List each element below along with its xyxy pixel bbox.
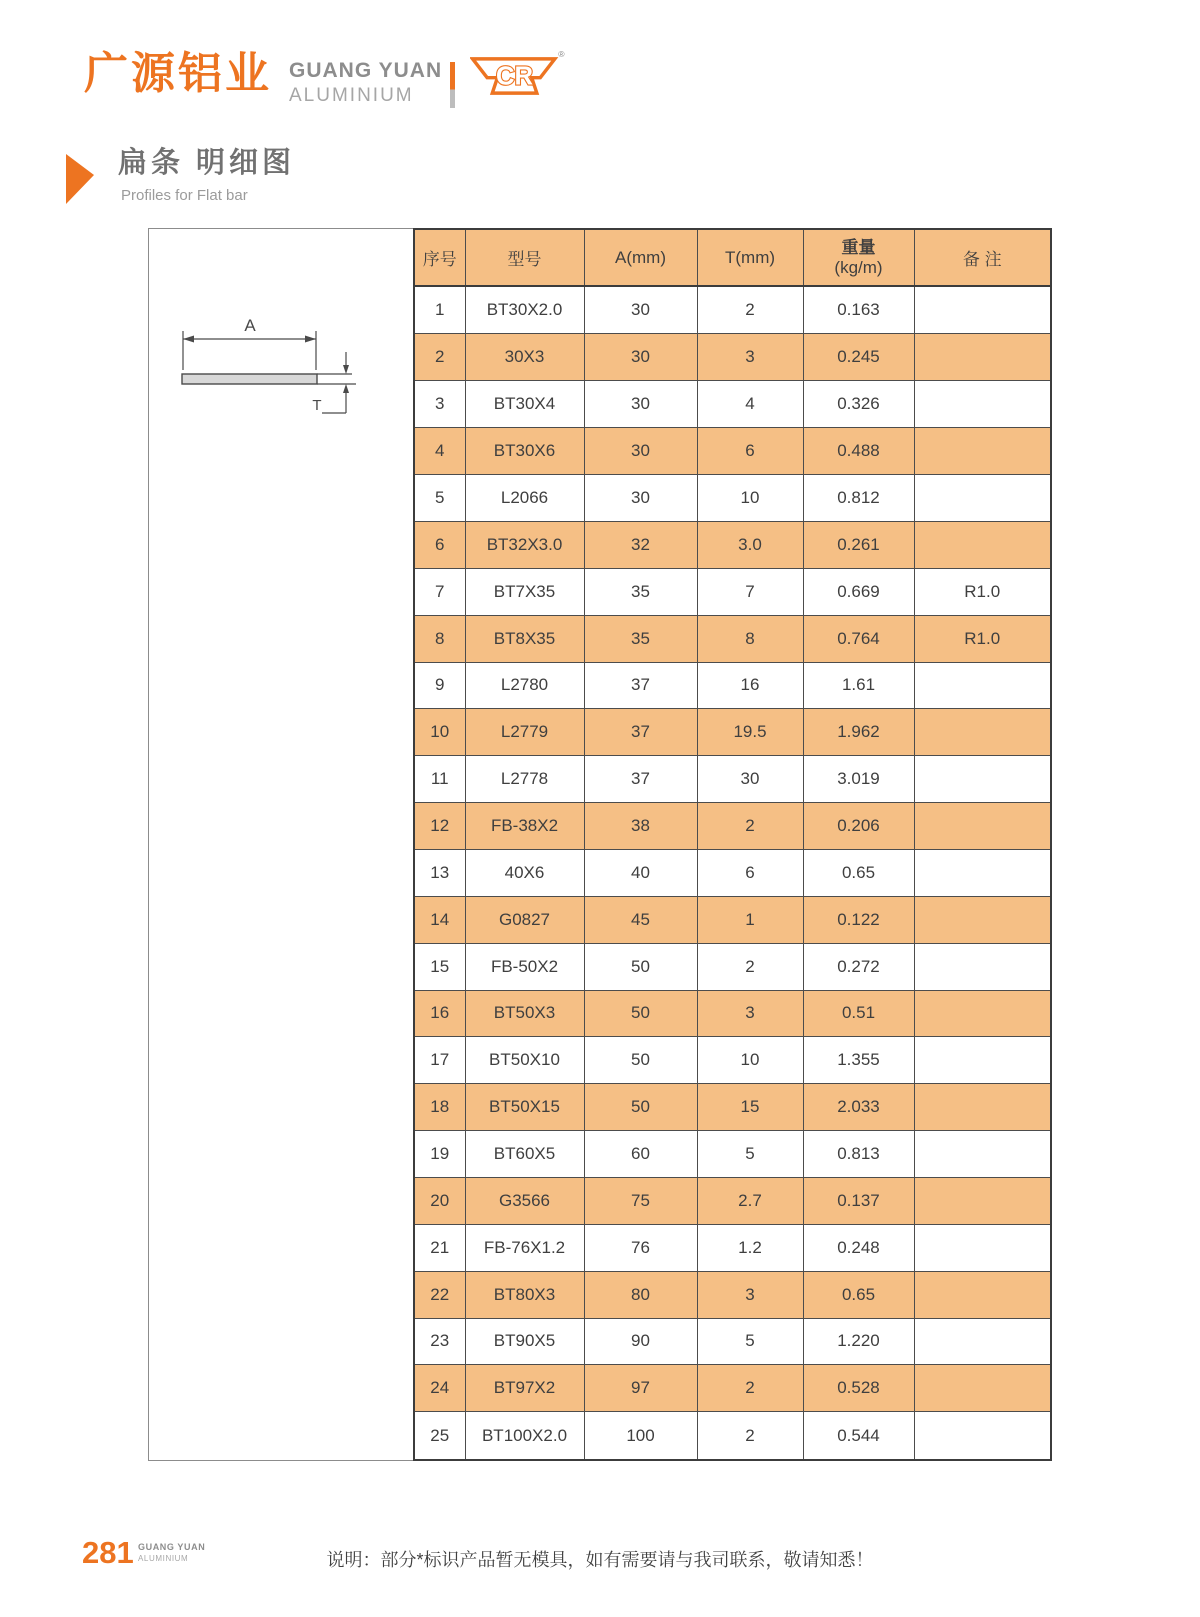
cell-model: FB-38X2 [465,803,584,850]
cell-a-mm: 30 [584,286,697,334]
cell-no: 16 [414,990,465,1037]
table-row [414,943,1051,990]
cell-no: 15 [414,943,465,990]
cell-a-mm: 30 [584,334,697,381]
cell-no: 10 [414,709,465,756]
cell-weight: 0.812 [803,475,914,522]
cell-note [914,428,1051,475]
header-weight-unit: (kg/m) [834,257,883,277]
cell-t-mm: 4 [697,381,803,428]
header-t: T(mm) [697,229,803,286]
cell-model: BT50X10 [465,1037,584,1084]
logo-divider-bar [450,62,455,108]
cell-model: 40X6 [465,849,584,896]
cell-model: FB-76X1.2 [465,1224,584,1271]
cell-weight: 0.261 [803,521,914,568]
cell-note [914,381,1051,428]
cell-weight: 2.033 [803,1084,914,1131]
cell-note [914,709,1051,756]
cell-t-mm: 3 [697,1271,803,1318]
cell-model: BT90X5 [465,1318,584,1365]
cell-model: G3566 [465,1177,584,1224]
cell-model: BT7X35 [465,568,584,615]
cell-note [914,521,1051,568]
section-title: 扁条 明细图 [118,147,296,179]
cell-note [914,849,1051,896]
cell-model: BT97X2 [465,1365,584,1412]
footer-note: 说明：部分*标识产品暂无模具，如有需要请与我司联系，敬请知悉！ [326,1550,874,1570]
table-row [414,1084,1051,1131]
header-weight [803,229,914,286]
table-row [414,1131,1051,1178]
header-no: 序号 [414,229,465,286]
cell-a-mm: 50 [584,1084,697,1131]
cell-a-mm: 40 [584,849,697,896]
table-row [414,568,1051,615]
cell-a-mm: 35 [584,615,697,662]
cell-no: 20 [414,1177,465,1224]
table-row [414,990,1051,1037]
section-subtitle: Profiles for Flat bar [121,187,248,204]
cell-t-mm: 1 [697,896,803,943]
table-header [414,229,1051,286]
table-row [414,521,1051,568]
cell-note [914,475,1051,522]
cell-t-mm: 5 [697,1131,803,1178]
cell-t-mm: 2 [697,286,803,334]
cell-model: BT30X6 [465,428,584,475]
cell-a-mm: 35 [584,568,697,615]
table-row [414,334,1051,381]
cell-a-mm: 75 [584,1177,697,1224]
company-logo-chinese: 广源铝业 [84,49,272,98]
cell-a-mm: 90 [584,1318,697,1365]
cell-weight: 0.206 [803,803,914,850]
cell-t-mm: 30 [697,756,803,803]
cell-model: L2778 [465,756,584,803]
cell-model: BT8X35 [465,615,584,662]
cell-note [914,1318,1051,1365]
cell-note [914,803,1051,850]
cell-no: 9 [414,662,465,709]
cell-model: BT30X2.0 [465,286,584,334]
table-row [414,756,1051,803]
flat-bar-diagram [170,312,370,432]
header-a: A(mm) [584,229,697,286]
cell-t-mm: 3.0 [697,521,803,568]
cell-note [914,990,1051,1037]
cr-brand-icon [470,46,566,106]
cell-weight: 0.137 [803,1177,914,1224]
cell-a-mm: 60 [584,1131,697,1178]
table-row [414,1365,1051,1412]
cell-no: 7 [414,568,465,615]
cell-t-mm: 8 [697,615,803,662]
header-weight-cn: 重量 [841,237,876,257]
cell-weight: 1.962 [803,709,914,756]
cell-no: 21 [414,1224,465,1271]
cell-a-mm: 30 [584,475,697,522]
cell-no: 25 [414,1412,465,1460]
cell-t-mm: 2.7 [697,1177,803,1224]
cell-a-mm: 50 [584,1037,697,1084]
flat-bar-spec-table [413,228,1052,1461]
cr-letters: CR [496,62,534,91]
cell-t-mm: 15 [697,1084,803,1131]
cell-weight: 0.65 [803,1271,914,1318]
cell-weight: 0.764 [803,615,914,662]
cell-note [914,662,1051,709]
cell-note [914,1412,1051,1460]
cell-t-mm: 2 [697,803,803,850]
cell-no: 3 [414,381,465,428]
cell-weight: 0.528 [803,1365,914,1412]
cell-a-mm: 37 [584,709,697,756]
table-body [414,286,1051,1460]
cell-a-mm: 80 [584,1271,697,1318]
table-row [414,381,1051,428]
cell-t-mm: 6 [697,428,803,475]
cell-no: 24 [414,1365,465,1412]
cell-no: 11 [414,756,465,803]
cell-note [914,1084,1051,1131]
cell-no: 17 [414,1037,465,1084]
cell-a-mm: 30 [584,428,697,475]
cell-a-mm: 76 [584,1224,697,1271]
table-row [414,428,1051,475]
cell-weight: 3.019 [803,756,914,803]
cell-no: 4 [414,428,465,475]
cell-t-mm: 10 [697,475,803,522]
table-row [414,662,1051,709]
table-row [414,803,1051,850]
table-row [414,286,1051,334]
cell-a-mm: 100 [584,1412,697,1460]
cell-no: 19 [414,1131,465,1178]
cell-weight: 0.488 [803,428,914,475]
cell-weight: 0.51 [803,990,914,1037]
footer-brand-line1: GUANG YUAN [138,1542,206,1552]
cell-model: 30X3 [465,334,584,381]
page-number: 281 [82,1535,134,1570]
cell-note [914,1037,1051,1084]
cell-weight: 0.163 [803,286,914,334]
dimension-t-label: T [312,397,322,414]
cell-a-mm: 45 [584,896,697,943]
cell-a-mm: 38 [584,803,697,850]
table-row [414,896,1051,943]
cell-t-mm: 19.5 [697,709,803,756]
cell-a-mm: 97 [584,1365,697,1412]
cell-weight: 0.813 [803,1131,914,1178]
cell-a-mm: 30 [584,381,697,428]
cell-no: 8 [414,615,465,662]
cell-model: BT100X2.0 [465,1412,584,1460]
cell-t-mm: 5 [697,1318,803,1365]
cell-model: BT50X15 [465,1084,584,1131]
cell-t-mm: 10 [697,1037,803,1084]
table-row [414,1318,1051,1365]
cell-t-mm: 3 [697,334,803,381]
cell-note [914,1271,1051,1318]
cell-note [914,896,1051,943]
table-row [414,615,1051,662]
cell-weight: 0.245 [803,334,914,381]
cell-a-mm: 37 [584,662,697,709]
cell-weight: 0.122 [803,896,914,943]
cell-note [914,756,1051,803]
cell-t-mm: 1.2 [697,1224,803,1271]
cell-model: L2066 [465,475,584,522]
cell-note: R1.0 [914,568,1051,615]
table-row [414,1271,1051,1318]
table-row [414,1412,1051,1460]
cell-model: G0827 [465,896,584,943]
cell-weight: 0.669 [803,568,914,615]
cell-note [914,1131,1051,1178]
cell-no: 2 [414,334,465,381]
logo-line-guangyuan: GUANG YUAN [289,59,443,82]
cell-model: BT80X3 [465,1271,584,1318]
cell-no: 22 [414,1271,465,1318]
cell-no: 13 [414,849,465,896]
cell-t-mm: 2 [697,943,803,990]
cell-note: R1.0 [914,615,1051,662]
cell-model: BT60X5 [465,1131,584,1178]
cell-note [914,1224,1051,1271]
cell-no: 23 [414,1318,465,1365]
cell-weight: 0.544 [803,1412,914,1460]
cell-t-mm: 2 [697,1412,803,1460]
cell-weight: 0.65 [803,849,914,896]
cell-note [914,286,1051,334]
cell-weight: 1.220 [803,1318,914,1365]
cell-model: BT32X3.0 [465,521,584,568]
cell-no: 14 [414,896,465,943]
cell-no: 1 [414,286,465,334]
cell-model: L2779 [465,709,584,756]
cell-no: 5 [414,475,465,522]
cell-note [914,1177,1051,1224]
registered-mark: ® [558,49,565,60]
table-row [414,1037,1051,1084]
cell-t-mm: 7 [697,568,803,615]
cell-model: BT50X3 [465,990,584,1037]
footer-brand-line2: ALUMINIUM [138,1554,189,1563]
dimension-a-label: A [244,316,256,335]
cell-weight: 1.61 [803,662,914,709]
cell-a-mm: 50 [584,990,697,1037]
cell-weight: 0.248 [803,1224,914,1271]
cell-model: BT30X4 [465,381,584,428]
cell-no: 6 [414,521,465,568]
cell-weight: 1.355 [803,1037,914,1084]
table-row [414,709,1051,756]
cell-t-mm: 2 [697,1365,803,1412]
cell-a-mm: 50 [584,943,697,990]
cell-t-mm: 6 [697,849,803,896]
table-row [414,1177,1051,1224]
flat-bar-shape [182,374,317,384]
cell-a-mm: 32 [584,521,697,568]
cell-note [914,334,1051,381]
header-note: 备 注 [914,229,1051,286]
cell-no: 18 [414,1084,465,1131]
cell-model: FB-50X2 [465,943,584,990]
cell-t-mm: 3 [697,990,803,1037]
cell-weight: 0.272 [803,943,914,990]
table-row [414,1224,1051,1271]
table-row [414,849,1051,896]
table-row [414,475,1051,522]
section-arrow-icon [66,154,94,204]
company-logo-english [289,60,442,105]
cell-note [914,1365,1051,1412]
cell-model: L2780 [465,662,584,709]
cell-no: 12 [414,803,465,850]
cell-a-mm: 37 [584,756,697,803]
header-model: 型号 [465,229,584,286]
cell-t-mm: 16 [697,662,803,709]
cell-note [914,943,1051,990]
logo-line-aluminium: ALUMINIUM [289,85,414,106]
cell-weight: 0.326 [803,381,914,428]
